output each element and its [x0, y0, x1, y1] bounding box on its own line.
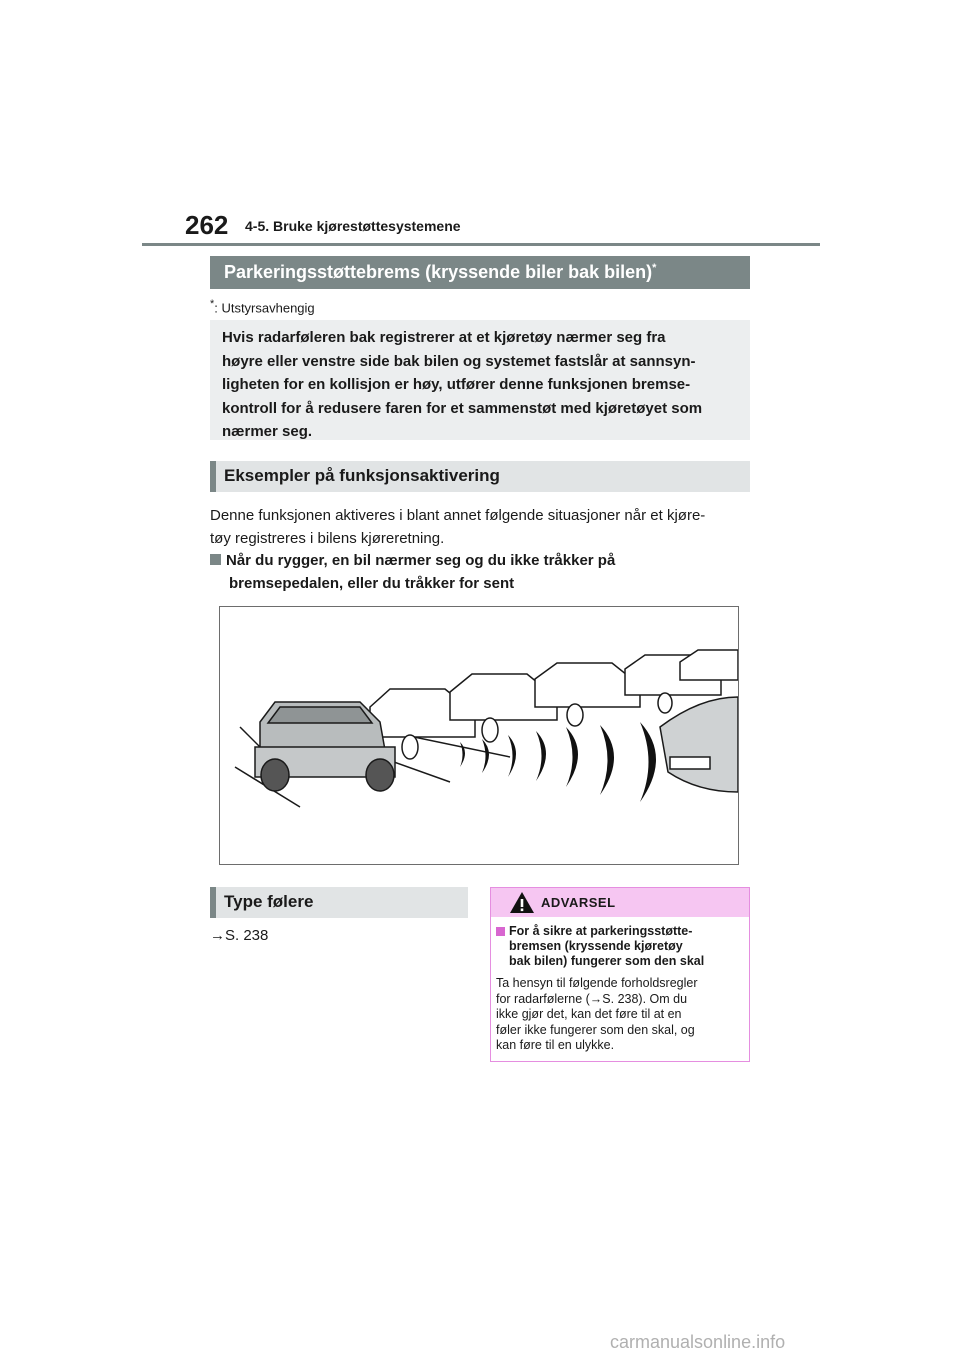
footnote-marker: * — [210, 298, 215, 310]
intro-line: nærmer seg. — [222, 423, 313, 440]
warning-text-line: kan føre til en ulykke. — [496, 1038, 615, 1052]
parking-illustration — [219, 606, 739, 865]
examples-bullet-line: Når du rygger, en bil nærmer seg og du ikke tråkker på — [226, 552, 616, 569]
warning-bullet-square-icon — [496, 927, 505, 936]
page-number: 262 — [185, 210, 229, 240]
warning-text-line: Ta hensyn til følgende forholdsregler — [496, 976, 698, 990]
warning-text-line: for radarfølerne (→S. 238). Om du — [496, 991, 688, 1006]
footnote — [210, 298, 315, 315]
warning-box — [490, 887, 750, 1062]
warning-text-line: ikke gjør det, kan det føre til at en — [496, 1007, 682, 1021]
main-heading-text: Parkeringsstøttebrems (kryssende biler bak bilen) — [224, 262, 653, 282]
warning-text-line: føler ikke fungerer som den skal, og — [496, 1022, 695, 1037]
watermark: carmanualsonline.info — [610, 1332, 786, 1352]
main-heading — [210, 256, 750, 289]
examples-heading: Eksempler på funksjonsaktivering — [210, 461, 750, 492]
warning-bullet-line: bak bilen) fungerer som den skal — [509, 954, 705, 968]
parking-scene-illustration — [220, 607, 738, 864]
examples-bullet — [210, 549, 755, 595]
warning-header — [491, 888, 749, 917]
examples-body — [210, 504, 755, 550]
examples-bullet-line: bremsepedalen, eller du tråkker for sent — [229, 575, 515, 592]
examples-body-line: Denne funksjonen aktiveres i blant annet følgende situasjoner når et kjøre- — [210, 507, 706, 524]
section-title: 4-5. Bruke kjørestøttesystemene — [245, 218, 461, 234]
header-rule — [142, 243, 820, 246]
intro-line: høyre eller venstre side bak bilen og systemet fastslår at sannsyn- — [222, 352, 696, 370]
footnote-text: : Utstyrsavhengig — [214, 300, 315, 316]
intro-line: Hvis radarføleren bak registrerer at et kjøretøy nærmer seg fra — [222, 329, 666, 346]
warning-text — [496, 976, 746, 1054]
intro-line: ligheten for en kollisjon er høy, utfører denne funksjonen bremse- — [222, 376, 691, 393]
warning-bullet — [496, 924, 746, 969]
examples-body-line: tøy registreres i bilens kjøreretning. — [210, 530, 445, 547]
sensors-heading: Type følere — [210, 887, 468, 918]
warning-label: ADVARSEL — [541, 895, 616, 910]
warning-bullet-line: For å sikre at parkeringsstøtte- — [509, 924, 693, 938]
warning-triangle-icon — [509, 891, 535, 914]
main-heading-marker: * — [652, 262, 657, 274]
page-reference-link[interactable]: →S. 238 — [210, 927, 269, 944]
warning-bullet-line: bremsen (kryssende kjøretøy — [509, 939, 683, 953]
intro-line: kontroll for å redusere faren for et sammenstøt med kjøretøyet som — [222, 399, 703, 417]
intro-box — [210, 320, 750, 440]
bullet-square-icon — [210, 554, 221, 565]
